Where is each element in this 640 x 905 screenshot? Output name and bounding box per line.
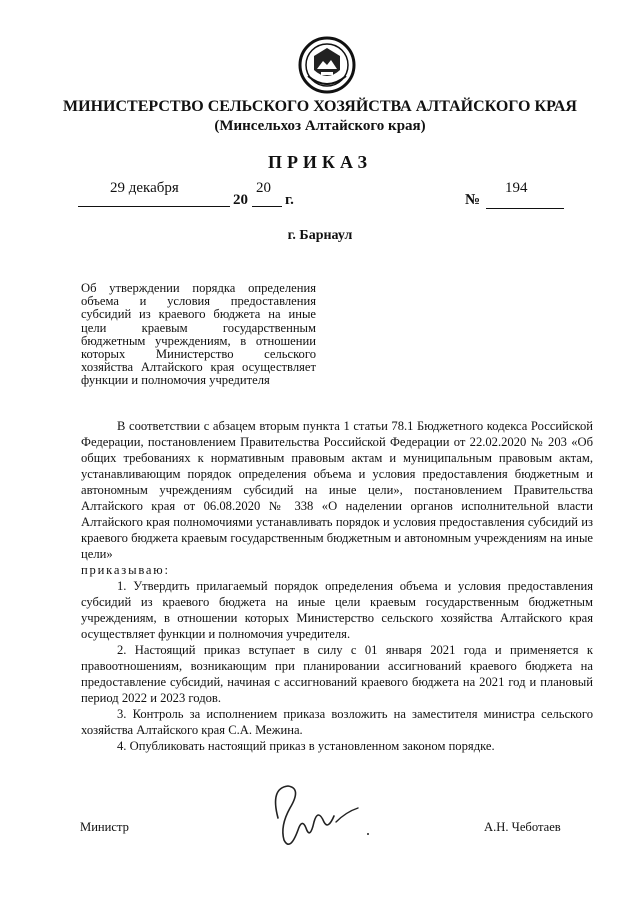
order-number-sign: №: [465, 192, 481, 208]
order-year-prefix: 20: [233, 192, 248, 208]
coat-of-arms-icon: [298, 36, 356, 94]
ministry-name: МИНИСТЕРСТВО СЕЛЬСКОГО ХОЗЯЙСТВА АЛТАЙСКОГО КРАЯ: [63, 98, 577, 115]
preamble-paragraph: В соответствии с абзацем вторым пункта 1 статьи 78.1 Бюджетного кодекса Российской Федерации, постановлением Правительства Российской Федерации от 22.02.2020 № 203 «Об общих требованиях к нормативным правовым актам и муниципальным правовым актам, устанавливающим порядок определения объема и условия предоставления бюджетным и автономным учреждениям субсидий на иные цели», постановлением Правительства Алтайского края от 06.08.2020 № 338 «О наделении органов исполнительной власти Алтайского края полномочиями устанавливать порядок и условия предоставления субсидий из краевого бюджета краевым государственным бюджетным и автономным учреждениям на иные цели»: [81, 419, 593, 561]
signer-name: А.Н. Чеботаев: [484, 820, 561, 834]
order-item-3: 3. Контроль за исполнением приказа возложить на заместителя министра сельского хозяйства Алтайского края С.А. Межина.: [81, 707, 593, 737]
order-item-4: 4. Опубликовать настоящий приказ в установленном законом порядке.: [117, 739, 495, 753]
order-date-day: 29 декабря: [110, 180, 179, 196]
handwritten-signature: [250, 778, 370, 858]
order-title: ПРИКАЗ: [267, 152, 373, 172]
order-year-suffix: 20: [256, 180, 271, 196]
order-body: [81, 418, 593, 754]
order-year-mark: г.: [285, 192, 294, 208]
order-item-2: 2. Настоящий приказ вступает в силу с 01 января 2021 года и применяется к правоотношениям, возникающим при планировании ассигнований краевого бюджета на предоставление субсидий, начиная с ассигнований краевого бюджета на 2021 год и плановый период 2022 и 2023 годов.: [81, 643, 593, 705]
order-word: приказываю:: [81, 563, 170, 577]
year-underline: [252, 206, 282, 207]
date-underline: [78, 206, 230, 207]
order-city: г. Барнаул: [287, 228, 353, 243]
order-subject: Об утверждении порядка определения объема и условия предоставления субсидий из краевого бюджета на иные цели краевым государственным бюджетным учреждениям, в отношении которых Министерство сельского хозяйства Алтайского края осуществляет функции и полномочия учредителя: [81, 281, 316, 388]
order-number: 194: [505, 180, 528, 196]
order-item-1: 1. Утвердить прилагаемый порядок определения объема и условия предоставления субсидий из краевого бюджета на иные цели краевым государственным бюджетным учреждениям, в отношении которых Министерство сельского хозяйства Алтайского края осуществляет функции и полномочия учредителя.: [81, 579, 593, 641]
signer-title: Министр: [80, 820, 129, 834]
ministry-short-name: (Минсельхоз Алтайского края): [214, 118, 426, 134]
number-underline: [486, 208, 564, 209]
